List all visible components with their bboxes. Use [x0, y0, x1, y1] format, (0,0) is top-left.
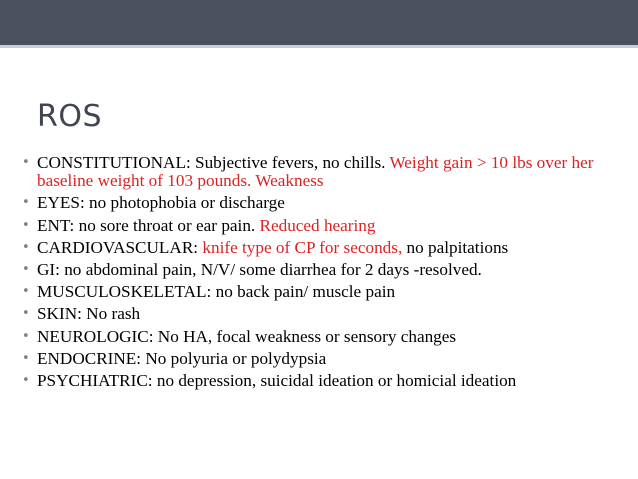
- bullet-gi: [22, 261, 622, 279]
- bullet-highlight: Reduced hearing: [259, 215, 376, 235]
- bullet-icon: •: [22, 239, 30, 255]
- bullet-icon: •: [22, 155, 30, 170]
- bullet-icon: •: [22, 262, 30, 278]
- bullet-eyes: [22, 194, 622, 212]
- bullet-text-after: no palpitations: [402, 237, 509, 257]
- bullet-highlight: knife type of CP for seconds,: [202, 237, 403, 257]
- bullet-text: ENDOCRINE: No polyuria or polydypsia: [37, 348, 327, 368]
- bullet-icon: •: [22, 217, 30, 233]
- bullet-icon: •: [22, 328, 30, 344]
- bullet-musculoskeletal: [22, 283, 622, 301]
- bullet-constitutional: [22, 154, 622, 190]
- bullet-text: EYES: no photophobia or discharge: [37, 193, 285, 213]
- bullet-icon: •: [22, 350, 30, 366]
- bullet-icon: •: [22, 195, 30, 211]
- bullet-skin: [22, 305, 622, 323]
- bullet-text: GI: no abdominal pain, N/V/ some diarrhea for 2 days -resolved.: [37, 260, 482, 280]
- bullet-text: CARDIOVASCULAR:: [37, 237, 203, 257]
- header-bar: [0, 0, 638, 45]
- header-accent-line: [0, 45, 638, 48]
- bullet-icon: •: [22, 373, 30, 389]
- bullet-highlight: Weight gain > 10 lbs over her baseline weight of 103 pounds. Weakness: [37, 153, 594, 191]
- bullet-neurologic: [22, 328, 622, 346]
- bullet-text: ENT: no sore throat or ear pain.: [37, 215, 260, 235]
- bullet-text: PSYCHIATRIC: no depression, suicidal ideation or homicial ideation: [37, 371, 517, 391]
- bullet-text: MUSCULOSKELETAL: no back pain/ muscle pain: [37, 282, 396, 302]
- bullet-endocrine: [22, 350, 622, 368]
- bullet-text: CONSTITUTIONAL: Subjective fevers, no chills.: [37, 153, 390, 172]
- bullet-icon: •: [22, 284, 30, 300]
- bullet-text: NEUROLOGIC: No HA, focal weakness or sensory changes: [37, 326, 457, 346]
- bullet-text: SKIN: No rash: [37, 304, 141, 324]
- bullet-cardiovascular: [22, 239, 622, 257]
- bullet-ent: [22, 217, 622, 235]
- bullet-psychiatric: [22, 372, 622, 390]
- slide-title: ROS: [37, 99, 103, 134]
- bullet-list: [22, 154, 622, 394]
- bullet-icon: •: [22, 306, 30, 322]
